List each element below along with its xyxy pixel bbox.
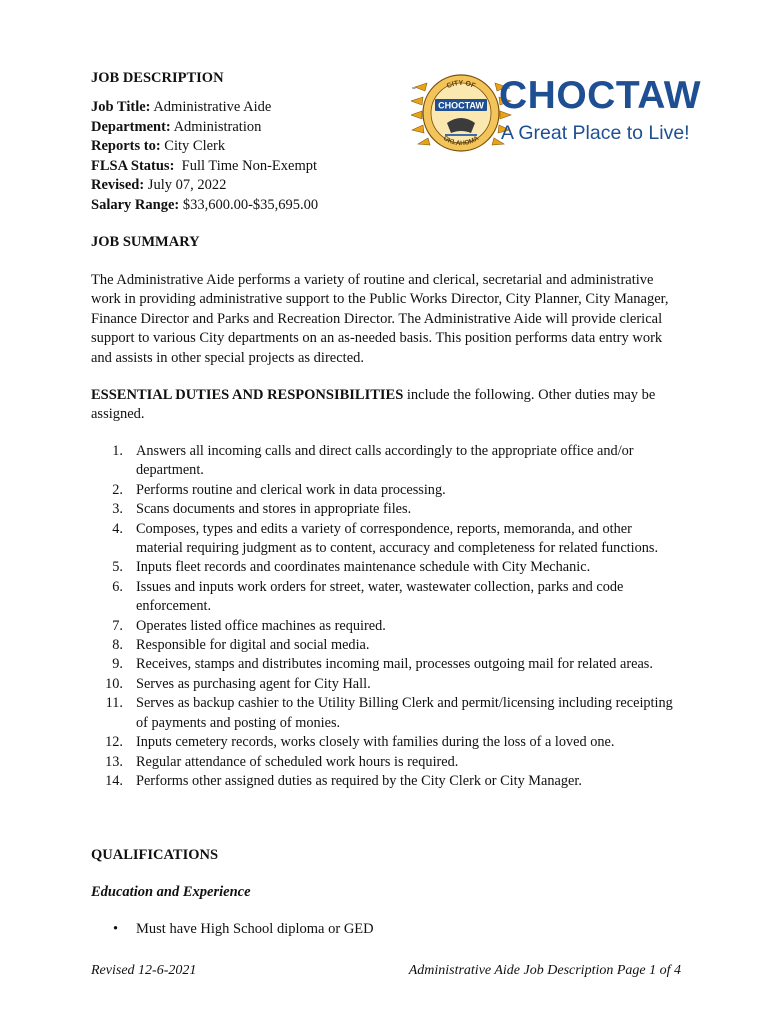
list-item: 1. Answers all incoming calls and direct calls accordingly to the appropriate office and/or department.	[112, 443, 634, 479]
list-item: 8. Responsible for digital and social media.	[112, 637, 370, 654]
job-meta	[91, 69, 421, 215]
seal-top-text: CITY OF	[445, 79, 477, 91]
list-item: 10. Serves as purchasing agent for City Hall.	[105, 675, 371, 692]
job-summary-text: The Administrative Aide performs a variety of routine and clerical, secretarial and administrative work in providing administrative support to the Public Works Director, City Planner, City Manager, Finance Director and Parks and Recreation Director. The Administrative Aide will provide clerical support to various City departments on an as-needed basis. This position performs data entry work and assists in other special projects as directed.	[91, 272, 669, 366]
job-summary-title: JOB SUMMARY	[91, 234, 200, 250]
list-item: 2. Performs routine and clerical work in data processing.	[112, 481, 446, 498]
list-item: 9. Receives, stamps and distributes incoming mail, processes outgoing mail for related areas.	[112, 656, 653, 673]
list-item: 3. Scans documents and stores in appropriate files.	[112, 501, 412, 518]
seal-center-text: CHOCTAW	[438, 100, 484, 111]
list-item: 12. Inputs cemetery records, works closely with families during the loss of a loved one.	[105, 734, 615, 751]
document-heading: JOB DESCRIPTION	[91, 70, 224, 86]
bullet-icon: •	[113, 921, 119, 937]
field-revised: Revised: July 07, 2022	[91, 177, 227, 193]
logo-wordmark: CHOCTAW	[499, 74, 702, 117]
qualifications-title: QUALIFICATIONS	[91, 847, 219, 863]
field-department: Department: Administration	[91, 118, 262, 135]
field-salary-range: Salary Range: $33,600.00-$35,695.00	[91, 196, 319, 213]
footer-page-info: Administrative Aide Job Description Page 1 of 4	[408, 963, 681, 978]
list-item: 13. Regular attendance of scheduled work hours is required.	[105, 753, 459, 770]
list-item: 14. Performs other assigned duties as required by the City Clerk or City Manager.	[105, 772, 582, 789]
list-item: • Must have High School diploma or GED	[91, 920, 681, 939]
field-flsa-status: FLSA Status: Full Time Non-Exempt	[91, 157, 318, 174]
field-reports-to: Reports to: City Clerk	[91, 138, 226, 154]
duties-intro: ESSENTIAL DUTIES AND RESPONSIBILITIES include the following. Other duties may be assigned.	[91, 387, 656, 423]
list-item: 11. Serves as backup cashier to the Utility Billing Clerk and permit/licensing including receipting of payments and posting of monies.	[105, 695, 673, 731]
list-item: 7. Operates listed office machines as required.	[112, 617, 386, 634]
list-item: 4. Composes, types and edits a variety of correspondence, reports, memoranda, and other material requiring judgment as to content, accuracy and completeness for related functions.	[112, 520, 659, 557]
footer-revised: Revised 12-6-2021	[91, 963, 197, 978]
education-list	[91, 920, 681, 939]
logo-tagline: A Great Place to Live!	[501, 122, 690, 144]
list-item: 6. Issues and inputs work orders for street, water, wastewater collection, parks and code enforcement.	[112, 578, 624, 615]
field-job-title: Job Title: Administrative Aide	[91, 99, 272, 115]
education-experience-subtitle: Education and Experience	[91, 884, 251, 900]
list-item: 5. Inputs fleet records and coordinates maintenance schedule with City Mechanic.	[112, 559, 591, 576]
duties-list	[91, 442, 681, 791]
seal-bottom-text: OKLAHOMA	[441, 134, 481, 148]
duties-title: ESSENTIAL DUTIES AND RESPONSIBILITIES	[91, 387, 404, 403]
